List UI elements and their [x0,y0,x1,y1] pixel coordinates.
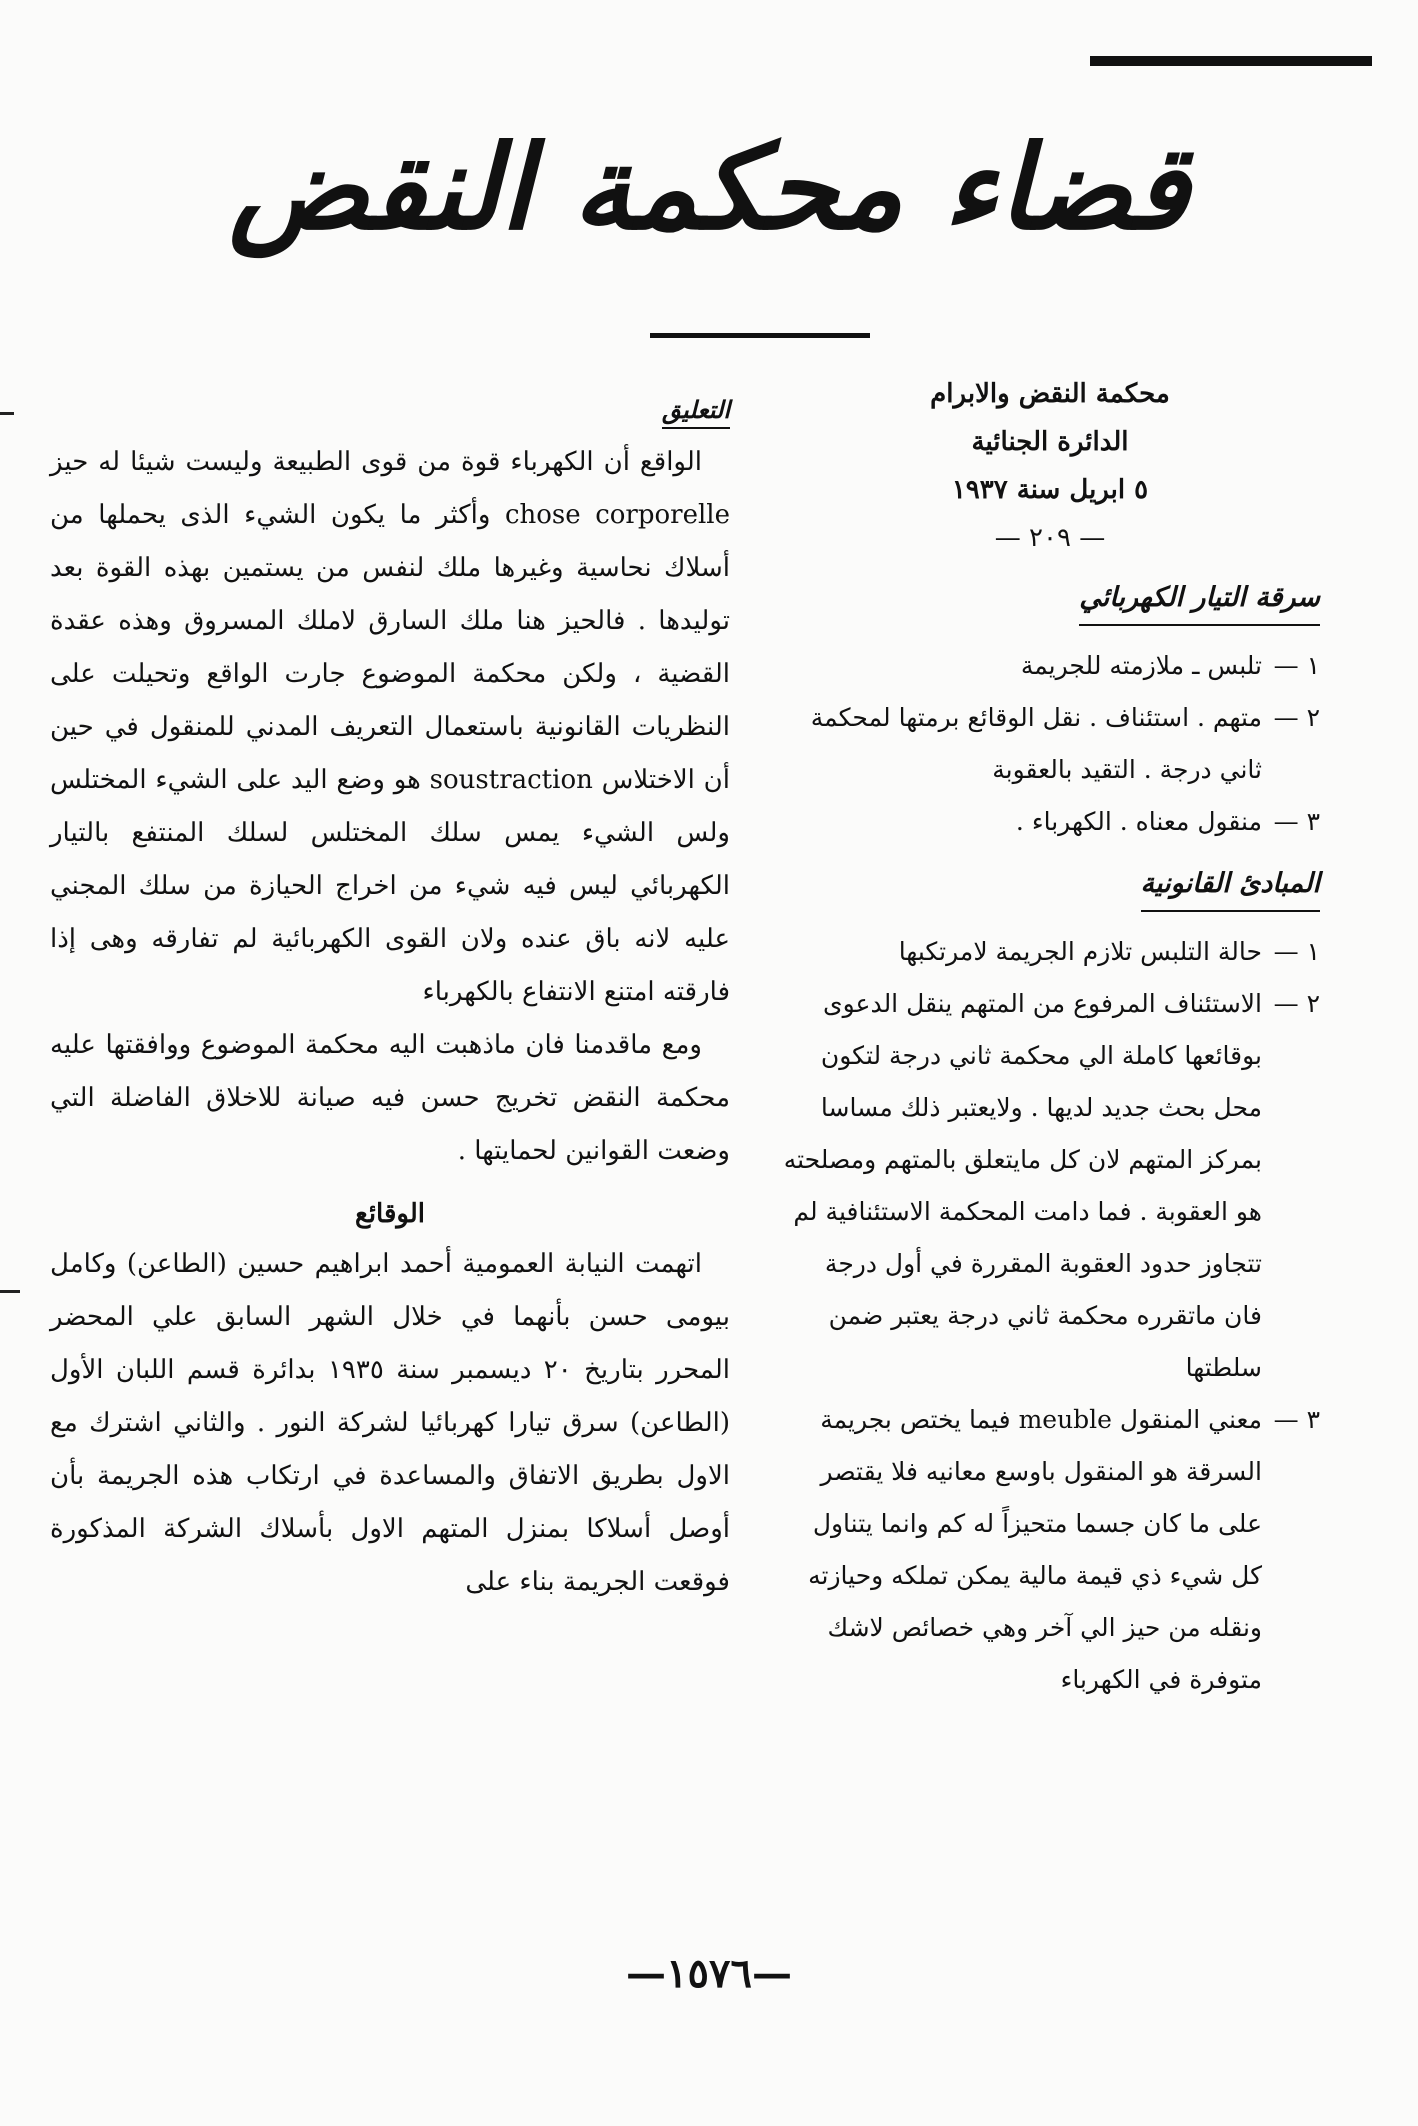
court-name: محكمة النقض والابرام [930,379,1170,409]
keyword-number: ٢ — [1273,703,1320,732]
page-number: —١٥٧٦— [626,1950,792,1997]
principle-item [780,978,1320,1394]
commentary-heading [50,388,730,432]
case-number: — ٢٠٩ — [994,523,1106,553]
masthead-rule [650,333,870,338]
keyword-item [780,640,1320,692]
principles-list [780,926,1320,1706]
principle-text: الاستئناف المرفوع من المتهم ينقل الدعوى بوقائعها كاملة الي محكمة ثاني درجة لتكون محل بحث جديد لديها . ولايعتبر ذلك مساسا بمركز المتهم لان كل مايتعلق بالمتهم ومصلحته هو العقوبة . فما دامت المحكمة الاستئنافية لم تتجاوز حدود العقوبة المقررة في أول درجة فان ماتقرره محكمة ثاني درجة يعتبر ضمن سلطتها [783,989,1262,1382]
principle-item [780,926,1320,978]
ruling-column [780,370,1320,1706]
keyword-number: ٣ — [1273,807,1320,836]
edge-mark [0,1290,20,1293]
subject-heading [780,576,1320,626]
commentary-paragraph: الواقع أن الكهرباء قوة من قوى الطبيعة وليست شيئا له حيز chose corporelle وأكثر ما يكون الشيء الذى يحملها من أسلاك نحاسية وغيرها ملك لنفس من يستمين بهذه القوة بعد توليدها . فالحيز هنا ملك السارق لاملك المسروق وهذه عقدة القضية ، ولكن محكمة الموضوع جارت الواقع وتحيلت على النظريات القانونية باستعمال التعريف المدني للمنقول في حين أن الاختلاس soustraction هو وضع اليد على الشيء المختلس ولس الشيء يمس سلك المختلس لسلك المنتفع بالتيار الكهربائي ليس فيه شيء من اخراج الحيازة من سلك المجني عليه لانه باق عنده ولان القوى الكهربائية لم تفارقه وهى إذا فارقته امتنع الانتفاع بالكهرباء [50,447,730,1007]
keyword-item [780,692,1320,796]
commentary-paragraph: ومع ماقدمنا فان ماذهبت اليه محكمة الموضوع ووافقتها عليه محكمة النقض تخريج حسن فيه صيانة للاخلاق الفاضلة التي وضعت القوانين لحمايتها . [50,1030,730,1166]
ruling-date: ٥ ابريل سنة ١٩٣٧ [951,475,1149,505]
keyword-text: تلبس ـ ملازمته للجريمة [1020,651,1262,680]
keyword-item [780,796,1320,848]
division-name: الدائرة الجنائية [971,427,1129,457]
facts-paragraph: اتهمت النيابة العمومية أحمد ابراهيم حسين (الطاعن) وكامل بيومى حسن بأنهما في خلال الشهر السابق علي المحضر المحرر بتاريخ ٢٠ ديسمبر سنة ١٩٣٥ بدائرة قسم اللبان الأول (الطاعن) سرق تيارا كهربائيا لشركة النور . والثاني اشترك مع الاول بطريق الاتفاق والمساعدة في ارتكاب هذه الجريمة بأن أوصل أسلاكا بمنزل المتهم الاول بأسلاك الشركة المذكورة فوقعت الجريمة بناء على [50,1249,730,1597]
top-rule [1090,56,1372,66]
subject-text: سرقة التيار الكهربائي [1079,576,1320,626]
principle-text: معني المنقول meuble فيما يختص بجريمة السرقة هو المنقول باوسع معانيه فلا يقتصر على ما كان جسما متحيزاً له كم وانما يتناول كل شيء ذي قيمة مالية يمكن تملكه وحيازته ونقله من حيز الي آخر وهي خصائص لاشك متوفرة في الكهرباء [808,1405,1262,1694]
keywords-list [780,640,1320,848]
keyword-text: متهم . استئناف . نقل الوقائع برمتها لمحكمة ثاني درجة . التقيد بالعقوبة [810,703,1262,784]
principle-number: ٢ — [1273,989,1320,1018]
principle-text: حالة التلبس تلازم الجريمة لامرتكبها [898,937,1262,966]
principles-heading [780,862,1320,912]
principles-title: المبادئ القانونية [1141,862,1320,912]
masthead-title: قضاء محكمة النقض [228,120,1190,256]
keyword-number: ١ — [1273,651,1320,680]
principle-number: ٣ — [1273,1405,1320,1434]
keyword-text: منقول معناه . الكهرباء . [1015,807,1262,836]
principle-item [780,1394,1320,1706]
commentary-title: التعليق [662,395,730,429]
facts-heading: الوقائع [354,1199,425,1229]
edge-mark [0,412,14,415]
principle-number: ١ — [1273,937,1320,966]
commentary-column [50,388,730,1609]
